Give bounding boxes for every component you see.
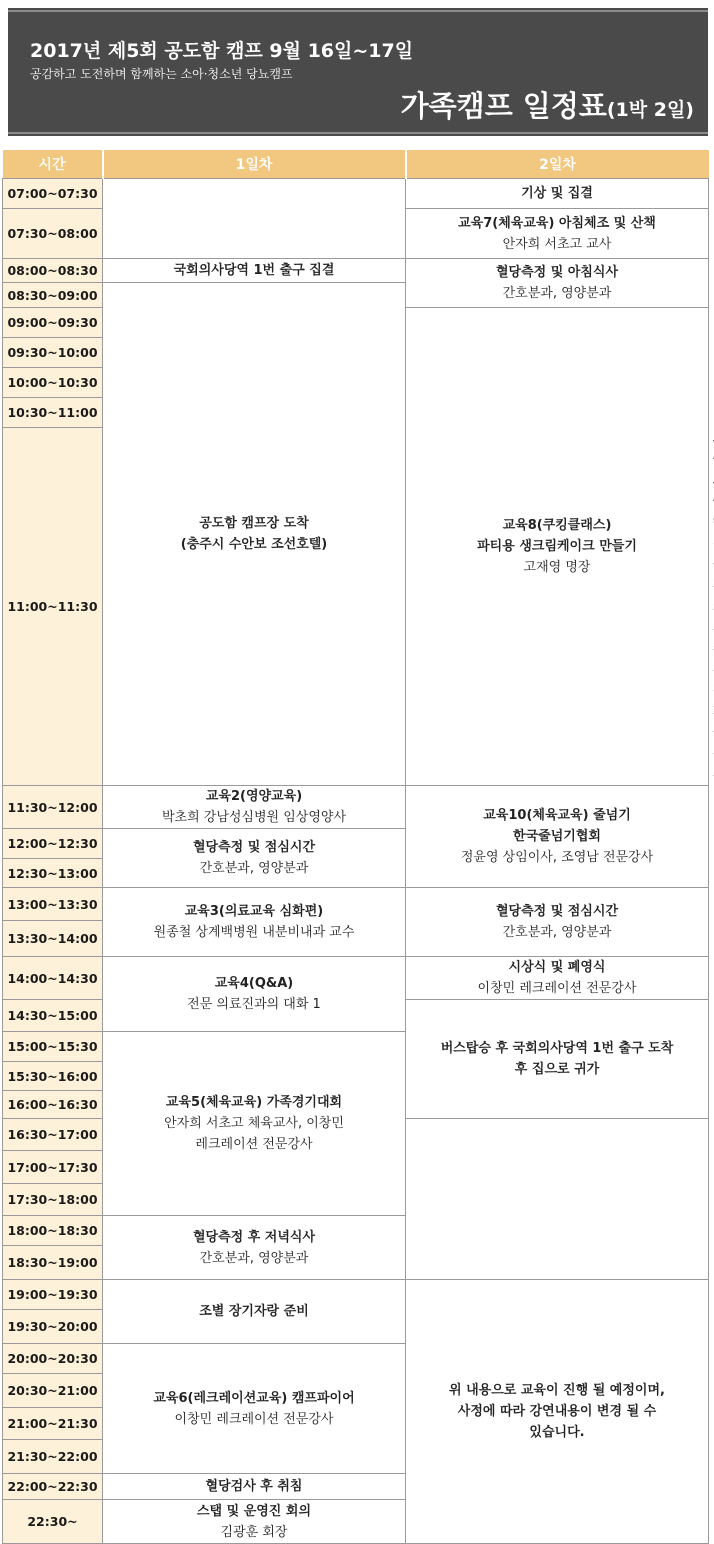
time-cell: 19:00~19:30 [3,1280,103,1310]
day1-dinner [103,1216,406,1280]
time-cell: 09:30~10:00 [3,338,103,368]
column-header-day1: 1일차 [103,150,406,179]
schedule-table [2,150,709,1544]
time-cell: 13:30~14:00 [3,921,103,957]
time-cell: 22:00~22:30 [3,1474,103,1500]
event-staff: 박초희 강남성심병원 임상영양사 [161,810,347,825]
event-subtitle: (충주시 수안보 조선호텔) [180,537,328,552]
event-staff: 간호분과, 영양분과 [199,861,309,876]
day1-empty-cell [103,179,406,259]
time-cell: 09:00~09:30 [3,308,103,338]
column-header-day2: 2일차 [406,150,709,179]
event-title: 교육8(쿠킹클래스) [502,518,612,533]
table-row [3,259,709,283]
day2-edu7 [406,209,709,259]
day1-arrive [103,283,406,786]
day2-closing [406,957,709,1000]
time-cell: 07:30~08:00 [3,209,103,259]
time-cell: 17:30~18:00 [3,1184,103,1216]
event-title: 교육5(체육교육) 가족경기대회 [165,1095,343,1110]
notice-line: 있습니다. [529,1425,585,1440]
event-title-line2: 후 집으로 귀가 [514,1062,600,1077]
header-top-rule [8,10,708,12]
time-cell: 14:00~14:30 [3,957,103,1000]
time-cell: 18:00~18:30 [3,1216,103,1246]
event-title: 국회의사당역 1번 출구 집결 [173,263,335,278]
event-title: 혈당측정 및 아침식사 [495,265,619,280]
event-title: 교육10(체육교육) 줄넘기 [483,808,631,823]
table-row [3,888,709,921]
day1-sleep [103,1474,406,1500]
time-cell: 12:30~13:00 [3,859,103,888]
event-title: 혈당측정 및 점심시간 [192,840,316,855]
event-staff: 간호분과, 영양분과 [199,1250,309,1266]
table-row [3,957,709,1000]
event-staff: 고재영 명장 [523,560,591,575]
day1-edu2 [103,786,406,829]
day2-wake [406,179,709,209]
header-banner [8,8,708,136]
time-cell: 07:00~07:30 [3,179,103,209]
day1-meet [103,259,406,283]
main-title-text: 가족캠프 일정표 [400,89,607,123]
day1-lunch [103,829,406,888]
day1-talent [103,1280,406,1344]
event-title: 스탭 및 운영진 회의 [196,1503,312,1519]
time-cell: 14:30~15:00 [3,1000,103,1032]
time-cell: 16:00~16:30 [3,1091,103,1119]
event-staff: 안자희 서초고 교사 [502,236,612,252]
event-title: 교육6(레크레이션교육) 캠프파이어 [153,1390,355,1406]
event-title: 교육3(의료교육 심화편) [184,904,324,919]
day2-bus [406,1000,709,1119]
event-staff: 정윤영 상임이사, 조영남 전문강사 [460,850,654,865]
event-staff: 김광훈 회장 [220,1524,288,1540]
event-title: 혈당검사 후 취침 [205,1479,303,1494]
event-title: 시상식 및 폐영식 [508,960,606,975]
event-staff: 전문 의료진과의 대화 1 [187,997,321,1012]
event-title: 혈당측정 후 저녁식사 [192,1229,316,1245]
event-title: 조별 장기자랑 준비 [199,1304,309,1319]
time-cell: 17:00~17:30 [3,1151,103,1184]
event-staff: 안자희 서초고 체육교사, 이창민 [164,1116,344,1131]
time-cell: 21:00~21:30 [3,1408,103,1440]
time-cell: 20:00~20:30 [3,1344,103,1374]
day2-edu10 [406,786,709,888]
event-staff: 원종철 상계백병원 내분비내과 교수 [153,925,355,940]
event-subtitle: 한국줄넘기협회 [513,829,601,844]
time-cell: 08:00~08:30 [3,259,103,283]
notice-line: 사정에 따라 강연내용이 변경 될 수 [457,1404,657,1419]
event-title: 버스탑승 후 국회의사당역 1번 출구 도착 [440,1041,674,1056]
event-title: 교육2(영양교육) [205,789,303,804]
time-cell: 16:30~17:00 [3,1119,103,1151]
header-bottom-rule [8,132,708,134]
time-cell: 20:30~21:00 [3,1374,103,1408]
header-title: 2017년 제5회 공도함 캠프 9월 16일~17일 [30,40,414,62]
event-title: 교육7(체육교육) 아침체조 및 산책 [458,215,656,231]
day2-notice [406,1280,709,1544]
time-cell: 13:00~13:30 [3,888,103,921]
day2-empty-cell [406,1119,709,1280]
event-staff-line2: 레크레이션 전문강사 [195,1137,313,1152]
day2-edu8 [406,308,709,786]
time-cell: 18:30~19:00 [3,1246,103,1280]
event-staff: 이창민 레크레이션 전문강사 [174,1411,334,1427]
main-title-suffix: (1박 2일) [606,99,694,121]
header-main-title [401,84,694,125]
time-cell: 19:30~20:00 [3,1310,103,1344]
table-row [3,786,709,829]
day1-edu6 [103,1344,406,1474]
time-cell: 15:00~15:30 [3,1032,103,1062]
table-header-row [3,150,709,179]
day1-edu5 [103,1032,406,1216]
day1-edu4 [103,957,406,1032]
event-title: 혈당측정 및 점심시간 [495,904,619,919]
day1-meeting [103,1500,406,1544]
time-cell: 11:00~11:30 [3,428,103,786]
time-cell: 22:30~ [3,1500,103,1544]
header-subtitle: 공감하고 도전하며 함께하는 소아·청소년 당뇨캠프 [30,67,293,81]
event-title: 기상 및 집결 [521,186,593,201]
event-staff: 이창민 레크레이션 전문강사 [477,981,637,996]
time-cell: 10:30~11:00 [3,398,103,428]
time-cell: 15:30~16:00 [3,1062,103,1091]
time-cell: 11:30~12:00 [3,786,103,829]
time-cell: 08:30~09:00 [3,283,103,308]
event-title: 공도함 캠프장 도착 [199,516,309,531]
notice-line: 위 내용으로 교육이 진행 될 예정이며, [449,1383,665,1398]
day2-breakfast [406,259,709,308]
column-header-time: 시간 [3,150,103,179]
time-cell: 21:30~22:00 [3,1440,103,1474]
day1-edu3 [103,888,406,957]
time-cell: 10:00~10:30 [3,368,103,398]
event-title: 교육4(Q&A) [214,976,294,991]
event-staff: 간호분과, 영양분과 [502,925,612,940]
event-subtitle: 파티용 생크림케이크 만들기 [477,539,637,554]
event-staff: 간호분과, 영양분과 [502,286,612,301]
table-row [3,1280,709,1310]
day2-lunch [406,888,709,957]
time-cell: 12:00~12:30 [3,829,103,859]
table-row [3,179,709,209]
